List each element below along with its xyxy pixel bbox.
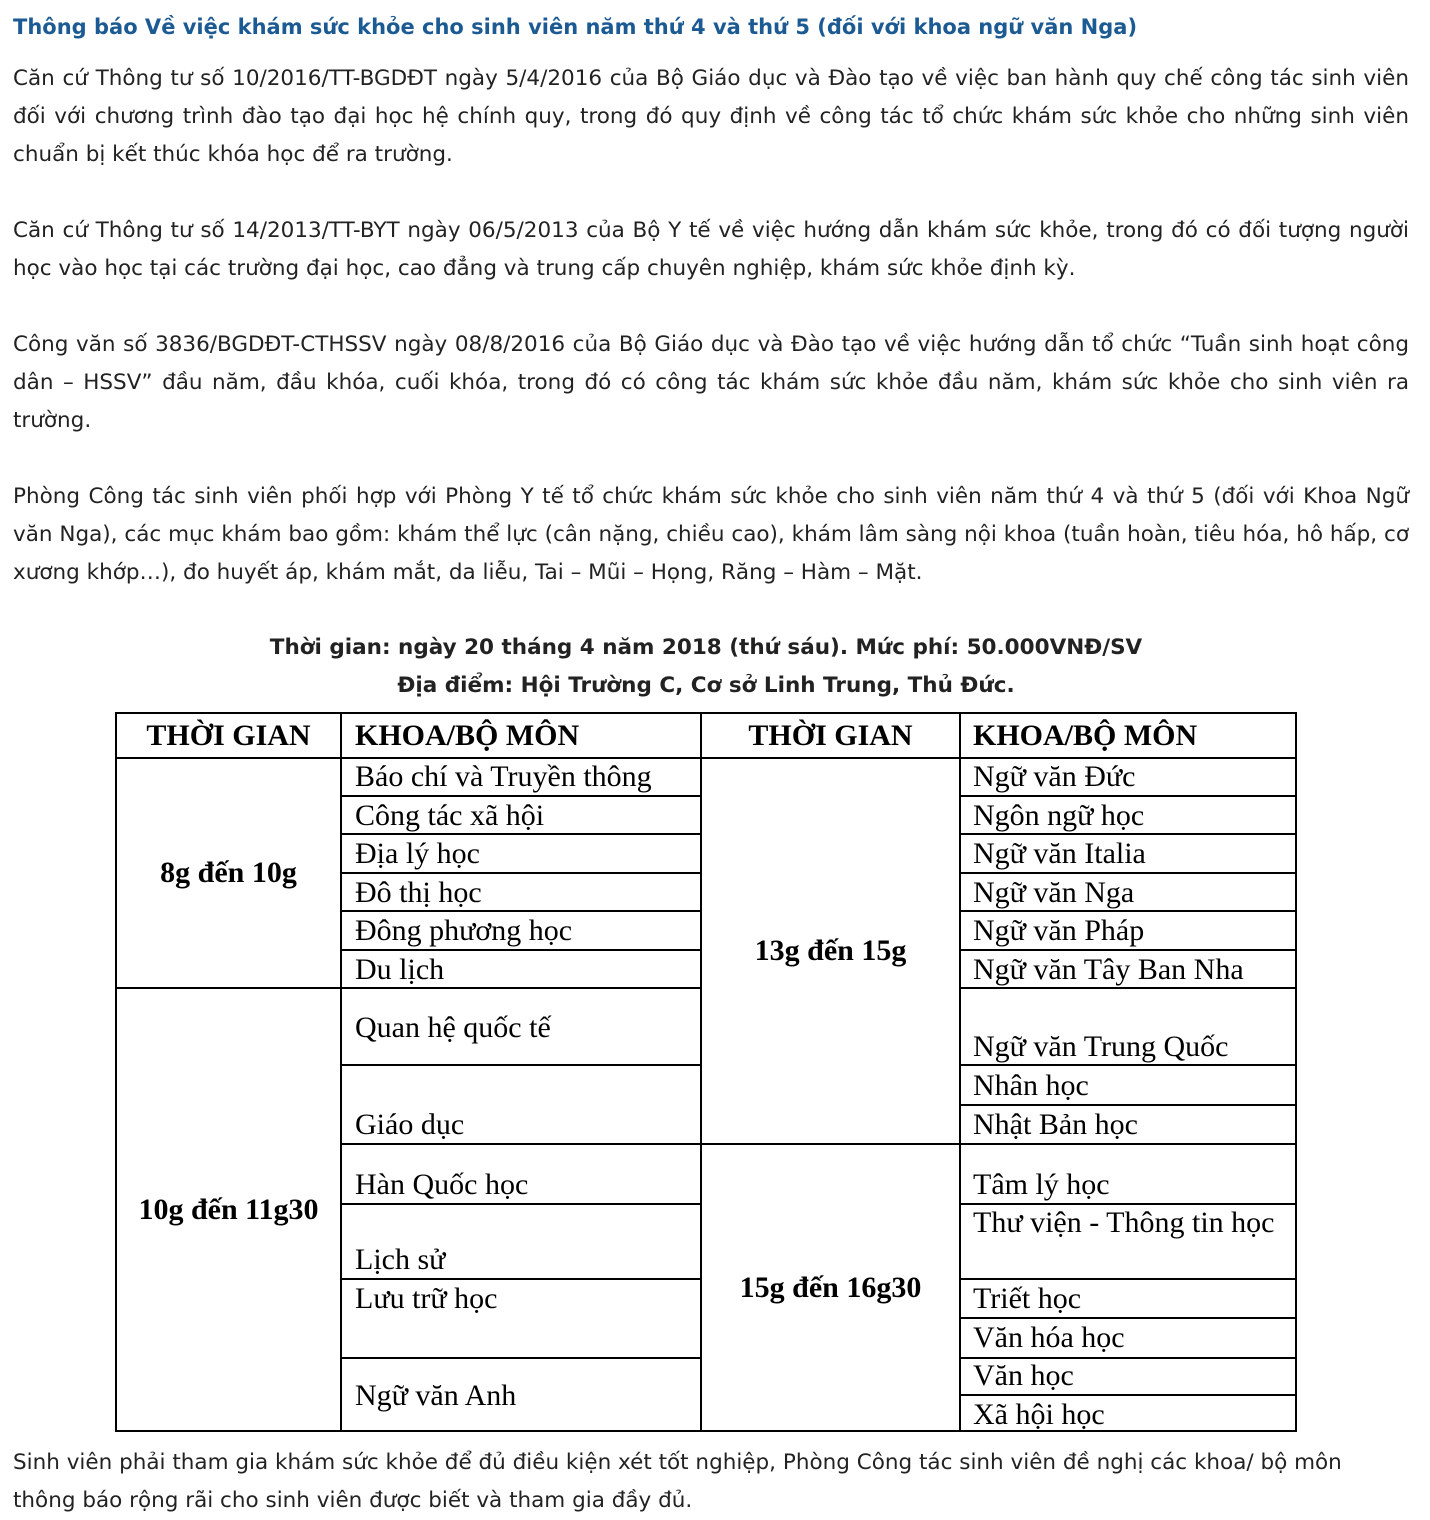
dept-cell: Công tác xã hội <box>355 799 545 832</box>
dept-cell: Lưu trữ học <box>355 1282 498 1315</box>
dept-cell: Ngôn ngữ học <box>973 799 1145 832</box>
dept-cell: Ngữ văn Tây Ban Nha <box>973 953 1244 986</box>
dept-cell: Quan hệ quốc tế <box>355 1011 551 1044</box>
row-divider <box>340 1203 702 1205</box>
dept-cell: Giáo dục <box>355 1108 465 1141</box>
time-slot-10-1130: 10g đến 11g30 <box>138 1192 319 1226</box>
row-divider <box>340 1143 702 1145</box>
dept-cell: Ngữ văn Anh <box>355 1379 517 1412</box>
dept-cell: Nhân học <box>973 1069 1089 1102</box>
row-divider <box>340 1064 702 1066</box>
schedule-table <box>115 712 1297 1432</box>
row-divider <box>340 872 702 874</box>
row-divider <box>959 1104 1295 1106</box>
header-dept-right: KHOA/BỘ MÔN <box>973 719 1198 752</box>
dept-cell: Ngữ văn Trung Quốc <box>973 1030 1229 1063</box>
dept-cell: Ngữ văn Italia <box>973 837 1146 870</box>
row-divider <box>959 1278 1295 1280</box>
header-time-right: THỜI GIAN <box>748 719 913 752</box>
exam-time-fee: Thời gian: ngày 20 tháng 4 năm 2018 (thứ sáu). Mức phí: 50.000VNĐ/SV <box>269 635 1143 660</box>
time-slot-8-10: 8g đến 10g <box>160 856 297 889</box>
row-divider <box>340 1278 702 1280</box>
row-divider <box>959 949 1295 951</box>
row-divider <box>959 1143 1295 1145</box>
dept-cell: Ngữ văn Nga <box>973 876 1135 909</box>
paragraph-legal-basis-3: Công văn số 3836/BGDĐT-CTHSSV ngày 08/8/2016 của Bộ Giáo dục và Đào tạo về việc hướng dẫn tổ chức “Tuần sinh hoạt công dân – HSSV” đầu năm, đầu khóa, cuối khóa, trong đó có công tác khám sức khỏe đầu năm, khám sức khỏe cho sinh viên ra trường. <box>13 332 1409 433</box>
dept-cell: Đông phương học <box>355 914 573 947</box>
dept-cell: Xã hội học <box>973 1398 1105 1431</box>
row-divider <box>959 1317 1295 1319</box>
header-time-left: THỜI GIAN <box>146 719 311 752</box>
dept-cell: Tâm lý học <box>973 1168 1110 1201</box>
article-title[interactable]: Thông báo Về việc khám sức khỏe cho sinh viên năm thứ 4 và thứ 5 (đối với khoa ngữ văn Nga) <box>13 15 1138 39</box>
dept-cell: Triết học <box>973 1282 1082 1315</box>
row-divider <box>959 795 1295 797</box>
time-slot-15-1630: 15g đến 16g30 <box>739 1270 922 1304</box>
row-divider <box>340 1357 702 1359</box>
header-dept-left: KHOA/BỘ MÔN <box>355 719 580 752</box>
time-slot-13-15: 13g đến 15g <box>754 934 907 967</box>
closing-paragraph: Sinh viên phải tham gia khám sức khỏe để đủ điều kiện xét tốt nghiệp, Phòng Công tác sinh viên đề nghị các khoa/ bộ môn thông báo rộng rãi cho sinh viên được biết và tham gia đầy đủ. <box>13 1450 1342 1513</box>
dept-cell: Lịch sử <box>355 1243 446 1276</box>
dept-cell: Ngữ văn Pháp <box>973 914 1145 947</box>
row-divider <box>959 1394 1295 1396</box>
exam-location: Địa điểm: Hội Trường C, Cơ sở Linh Trung, Thủ Đức. <box>397 673 1015 698</box>
dept-cell: Hàn Quốc học <box>355 1168 529 1201</box>
dept-cell: Văn hóa học <box>973 1321 1125 1354</box>
dept-cell: Ngữ văn Đức <box>973 760 1136 793</box>
col-divider <box>340 714 342 1430</box>
paragraph-legal-basis-2: Căn cứ Thông tư số 14/2013/TT-BYT ngày 06/5/2013 của Bộ Y tế về việc hướng dẫn khám sức khỏe, trong đó có đối tượng người học vào học tại các trường đại học, cao đẳng và trung cấp chuyên nghiệp, khám sức khỏe định kỳ. <box>13 218 1409 281</box>
col-divider <box>959 714 961 1430</box>
dept-cell: Đô thị học <box>355 876 482 909</box>
paragraph-legal-basis-1: Căn cứ Thông tư số 10/2016/TT-BGDĐT ngày 5/4/2016 của Bộ Giáo dục và Đào tạo về việc ban hành quy chế công tác sinh viên đối với chương trình đào tạo đại học hệ chính quy, trong đó quy định về công tác tổ chức khám sức khỏe cho những sinh viên chuẩn bị kết thúc khóa học để ra trường. <box>13 66 1409 167</box>
dept-cell: Thư viện - Thông tin học <box>973 1206 1275 1239</box>
dept-cell: Nhật Bản học <box>973 1108 1138 1141</box>
dept-cell: Du lịch <box>355 953 445 986</box>
row-divider <box>340 949 702 951</box>
dept-cell: Văn học <box>973 1359 1074 1392</box>
row-divider <box>340 795 702 797</box>
row-divider <box>959 872 1295 874</box>
dept-cell: Báo chí và Truyền thông <box>355 760 652 793</box>
paragraph-exam-items: Phòng Công tác sinh viên phối hợp với Phòng Y tế tổ chức khám sức khỏe cho sinh viên năm thứ 4 và thứ 5 (đối với Khoa Ngữ văn Nga), các mục khám bao gồm: khám thể lực (cân nặng, chiều cao), khám lâm sàng nội khoa (tuần hoàn, tiêu hóa, hô hấp, cơ xương khớp…), đo huyết áp, khám mắt, da liễu, Tai – Mũi – Họng, Răng – Hàm – Mặt. <box>13 484 1409 585</box>
dept-cell: Địa lý học <box>355 837 480 870</box>
